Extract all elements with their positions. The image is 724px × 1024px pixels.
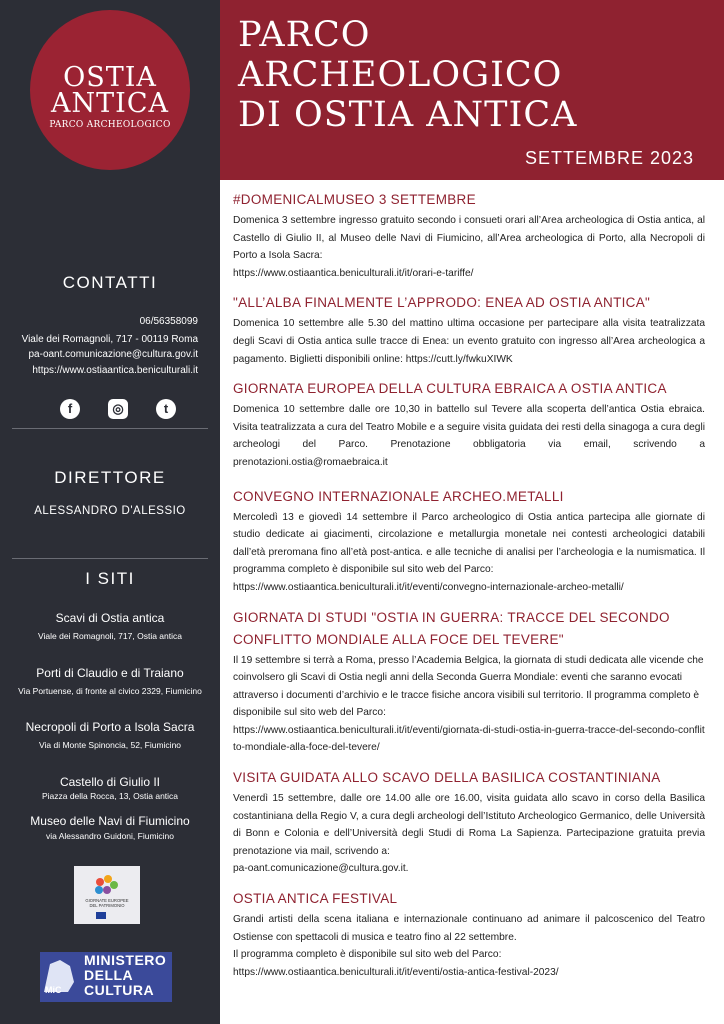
site-address: Piazza della Rocca, 13, Ostia antica (41, 791, 179, 801)
event-item (233, 607, 705, 758)
event-title: GIORNATA DI STUDI "OSTIA IN GUERRA: TRACCE DEL SECONDO CONFLITTO MONDIALE ALLA FOCE DEL TEVERE" (233, 609, 670, 647)
issue-date: SETTEMBRE 2023 (524, 148, 694, 168)
logo-line-2: ANTICA (51, 88, 169, 119)
event-description: Domenica 10 settembre dalle ore 10,30 in battello sul Tevere alla scoperta dell’antica Ostia ebraica. Visita teatralizzata a cura del Teatro Mobile e a seguire visita guidata dei resti della sinagoga a cura degli archeologi del Parco. Prenotazione obbligatoria via email, scrivendo a prenotazioni.ostia@romaebraica.it (233, 404, 705, 468)
event-item (233, 486, 705, 597)
contact-email[interactable]: pa-oant.comunicazione@cultura.gov.it (28, 349, 198, 360)
sidebar (0, 0, 220, 1024)
event-description: Domenica 10 settembre alle 5.30 del mattino ultima occasione per partecipare alla visita teatralizzata degli Scavi di Ostia antica sulle tracce di Enea: un evento gratuito con ingresso all’Area archeologica a pagamento. Biglietti disponibili online: https://cutt.ly/fwkuXIWK (233, 318, 705, 365)
title-line-2: ARCHEOLOGICO (238, 55, 563, 95)
instagram-icon[interactable]: ◎ (108, 399, 128, 419)
event-item (233, 189, 705, 282)
contact-phone[interactable]: 06/56358099 (139, 316, 198, 327)
site-address: Via di Monte Spinoncia, 52, Fiumicino (38, 740, 182, 750)
event-title: VISITA GUIDATA ALLO SCAVO DELLA BASILICA COSTANTINIANA (233, 770, 661, 786)
site-address: via Alessandro Guidoni, Fiumicino (45, 831, 175, 841)
site-name[interactable]: Necropoli di Porto a Isola Sacra (25, 720, 195, 734)
event-title: OSTIA ANTICA FESTIVAL (233, 891, 398, 907)
contacts-heading: CONTATTI (62, 273, 158, 292)
event-title: CONVEGNO INTERNAZIONALE ARCHEO.METALLI (233, 488, 564, 504)
event-item (233, 378, 705, 471)
site-name[interactable]: Porti di Claudio e di Traiano (36, 666, 184, 680)
heritage-logo-line-2: DEL PATRIMONIO (89, 903, 125, 908)
event-item (233, 888, 705, 981)
event-description: Il programma completo è disponibile sul sito web del Parco: (233, 949, 502, 961)
event-title: #DOMENICALMUSEO 3 SETTEMBRE (233, 192, 476, 207)
event-link[interactable]: https://www.ostiaantica.beniculturali.it/it/eventi/ostia-antica-festival-2023/ (233, 966, 559, 978)
mic-line-2: DELLA (84, 967, 134, 983)
facebook-icon[interactable]: f (60, 399, 80, 419)
event-description: Grandi artisti della scena italiana e internazionale continuano ad animare il palcoscenico del Teatro Ostiense con spettacoli di musica e teatro fino al 22 settembre. (233, 914, 705, 943)
event-title: GIORNATA EUROPEA DELLA CULTURA EBRAICA A OSTIA ANTICA (233, 381, 667, 397)
contact-website[interactable]: https://www.ostiaantica.beniculturali.it (32, 365, 198, 376)
event-item (233, 767, 705, 878)
site-address: Via Portuense, di fronte al civico 2329, Fiumicino (18, 686, 202, 696)
event-link[interactable]: pa-oant.comunicazione@cultura.gov.it. (233, 863, 409, 875)
twitter-icon[interactable]: t (156, 399, 176, 419)
ostia-antica-logo[interactable] (30, 10, 190, 170)
director-name: ALESSANDRO D'ALESSIO (34, 505, 186, 517)
header-banner (220, 0, 724, 180)
sidebar-divider (12, 428, 208, 429)
event-description: Mercoledì 13 e giovedì 14 settembre il Parco archeologico di Ostia antica partecipa alle giornate di studio dedicate ai giacimenti, circolazione e metallurgia monetale nei contesti archeologici databili dall’età preromana fino all’età post-antica. e alle tecniche di analisi per l’archeologia e la numismatica. Il programma completo è disponibile sul sito web del Parco: (233, 511, 705, 576)
event-link[interactable]: https://www.ostiaantica.beniculturali.it/it/eventi/giornata-di-studi-ostia-in-guerra-tracce-del-secondo-conflitto-mondiale-alla-foce-del-tevere/ (233, 724, 705, 754)
event-description: Domenica 3 settembre ingresso gratuito secondo i consueti orari all’Area archeologica di Ostia antica, al Castello di Giulio II, al Museo delle Navi di Fiumicino, all’Area archeologica di Porto, alla Necropoli di Porto a Isola Sacra: (233, 215, 705, 262)
event-description: Venerdì 15 settembre, dalle ore 14.00 alle ore 16.00, visita guidata allo scavo in corso della Basilica costantiniana della Regio V, a cura degli archeologi dell’Istituto Archeologico Germanico, delle Università di Bonn e Colonia e dell’Università degli Studi di Roma La Sapienza. Partecipazione gratuita previa prenotazione via mail, scrivendo a: (233, 793, 705, 857)
title-line-3: DI OSTIA ANTICA (238, 95, 578, 135)
event-link[interactable]: https://www.ostiaantica.beniculturali.it/it/orari-e-tariffe/ (233, 267, 474, 279)
contact-address: Viale dei Romagnoli, 717 - 00119 Roma (21, 334, 198, 345)
site-name[interactable]: Castello di Giulio II (59, 775, 161, 789)
heritage-flower-icon (74, 866, 140, 924)
heritage-days-logo (74, 866, 140, 924)
site-address: Viale dei Romagnoli, 717, Ostia antica (38, 631, 182, 641)
event-title: "ALL’ALBA FINALMENTE L’APPRODO: ENEA AD OSTIA ANTICA" (233, 295, 651, 311)
heritage-logo-line-1: GIORNATE EUROPEE (85, 898, 129, 903)
sidebar-divider (12, 558, 208, 559)
sites-heading: I SITI (85, 569, 135, 588)
mic-line-1: MINISTERO (84, 952, 167, 968)
director-heading: DIRETTORE (54, 468, 166, 487)
events-list (233, 189, 705, 991)
ministero-cultura-logo (40, 952, 172, 1002)
logo-line-3: PARCO ARCHEOLOGICO (49, 120, 171, 130)
mic-line-3: CULTURA (84, 982, 155, 998)
event-description: Il 19 settembre si terrà a Roma, presso l’Academia Belgica, la giornata di studi dedicata alle vicende che coinvolsero gli Scavi di Ostia negli anni della Seconda Guerra Mondiale: eventi che saranno evocati attraverso i documenti d’archivio e le tracce fisiche ancora visibili sul territorio. Il programma completo è disponibile sul sito web del Parco: (233, 654, 704, 719)
mic-abbr: MiC (45, 985, 62, 995)
event-item (233, 292, 705, 368)
title-line-1: PARCO (238, 15, 371, 55)
event-link[interactable]: https://www.ostiaantica.beniculturali.it/it/eventi/convegno-internazionale-archeo-metalli/ (233, 581, 624, 593)
site-name[interactable]: Scavi di Ostia antica (55, 611, 165, 625)
logo-line-1: OSTIA (63, 62, 157, 93)
site-name[interactable]: Museo delle Navi di Fiumicino (30, 814, 190, 828)
